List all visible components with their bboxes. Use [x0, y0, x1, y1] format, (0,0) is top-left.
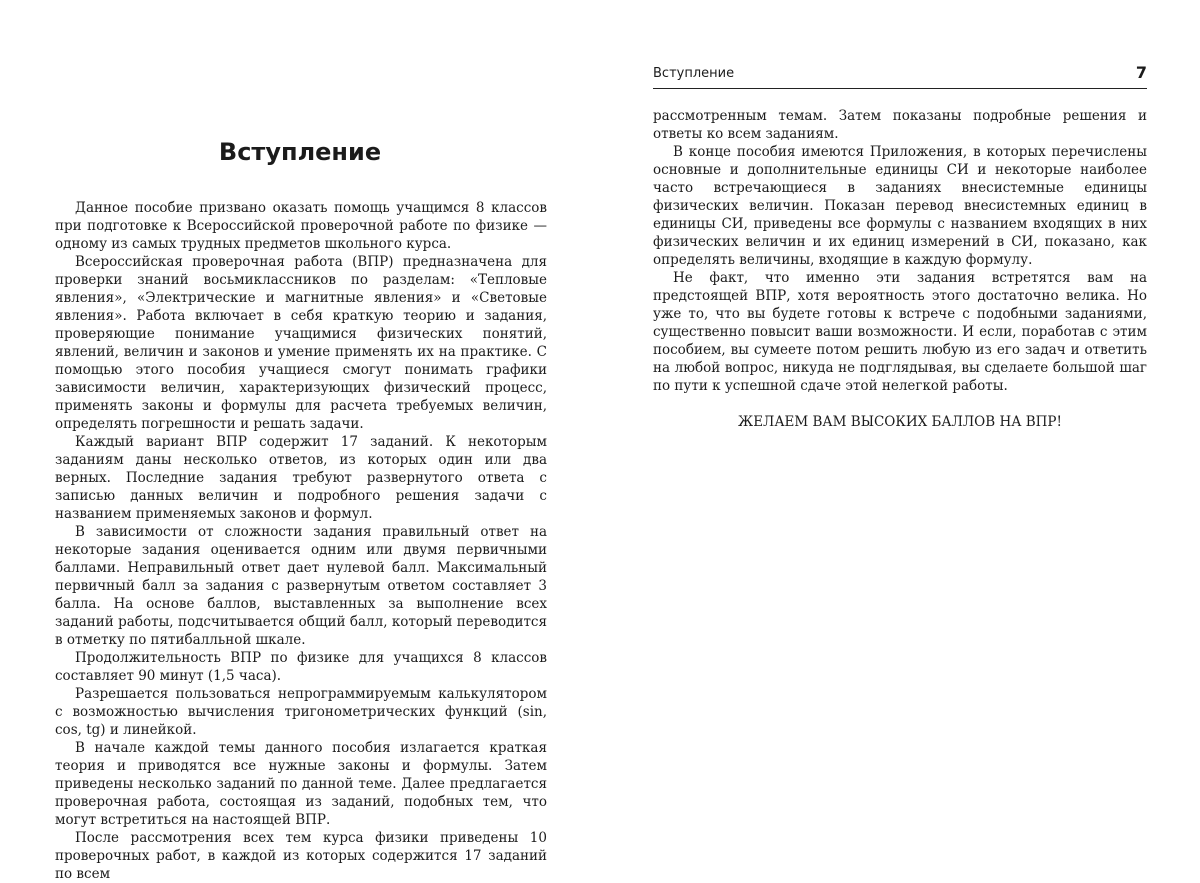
paragraph: После рассмотрения всех тем курса физики приведены 10 проверочных работ, в каждой из которых содержится 17 заданий по всем: [55, 830, 547, 882]
paragraph: Продолжительность ВПР по физике для учащихся 8 классов составляет 90 минут (1,5 часа).: [55, 650, 547, 684]
paragraph: Данное пособие призвано оказать помощь учащимся 8 классов при подготовке к Всероссийской проверочной работе по физике — одному из самых трудных предметов школьного курса.: [55, 200, 547, 252]
right-page: [600, 0, 1200, 873]
running-title: Вступление: [653, 66, 735, 81]
right-body-text: [653, 107, 1147, 431]
paragraph: Всероссийская проверочная работа (ВПР) предназначена для проверки знаний восьмиклассников по разделам: «Тепловые явления», «Электрические и магнитные явления» и «Световые явления». Работа включает в себя краткую теорию и задания, проверяющие понимание учащимися физических понятий, явлений, величин и законов и умение применять их на практике. С помощью этого пособия учащиеся смогут понимать графики зависимости величин, характеризующих физический процесс, применять законы и формулы для расчета требуемых величин, определять погрешности и решать задачи.: [55, 254, 547, 432]
chapter-title: Вступление: [218, 138, 382, 166]
running-header: [653, 62, 1147, 89]
paragraph: В конце пособия имеются Приложения, в которых перечислены основные и дополнительные единицы СИ и некоторые наиболее часто встречающиеся в заданиях внесистемные единицы физических величин. Показан перевод внесистемных единиц в единицы СИ, приведены все формулы с названием входящих в них физических величин и их единиц измерений в СИ, показано, как определять величины, входящие в каждую формулу.: [653, 144, 1147, 268]
left-page: [0, 0, 600, 882]
paragraph: В начале каждой темы данного пособия излагается краткая теория и приводятся все нужные законы и формулы. Затем приведены несколько заданий по данной теме. Далее предлагается проверочная работа, состоящая из заданий, подобных тем, что могут встретиться на настоящей ВПР.: [55, 740, 547, 828]
paragraph: Не факт, что именно эти задания встретятся вам на предстоящей ВПР, хотя вероятность этого достаточно велика. Но уже то, что вы будете готовы к встрече с подобными заданиями, существенно повысит ваши возможности. И если, поработав с этим пособием, вы сумеете потом решить любую из его задач и ответить на любой вопрос, никуда не подглядывая, вы сделаете большой шаг по пути к успешной сдаче этой нелегкой работы.: [653, 270, 1147, 394]
paragraph: В зависимости от сложности задания правильный ответ на некоторые задания оценивается одним или двумя первичными баллами. Неправильный ответ дает нулевой балл. Максимальный первичный балл за задания с развернутым ответом составляет 3 балла. На основе баллов, выставленных за выполнение всех заданий работы, подсчитывается общий балл, который переводится в отметку по пятибалльной шкале.: [55, 524, 547, 648]
paragraph: Каждый вариант ВПР содержит 17 заданий. К некоторым заданиям даны несколько ответов, из которых один или два верных. Последние задания требуют развернутого ответа с записью данных величин и подробного решения задачи с названием применяемых законов и формул.: [55, 434, 547, 522]
paragraph: Разрешается пользоваться непрограммируемым калькулятором с возможностью вычисления тригонометрических функций (sin, cos, tg) и линейкой.: [55, 686, 547, 738]
page-number: 7: [1135, 63, 1147, 82]
left-body-text: [55, 199, 547, 883]
closing-line: ЖЕЛАЕМ ВАМ ВЫСОКИХ БАЛЛОВ НА ВПР!: [738, 414, 1062, 430]
paragraph-continuation: рассмотренным темам. Затем показаны подробные решения и ответы ко всем заданиям.: [653, 108, 1147, 142]
